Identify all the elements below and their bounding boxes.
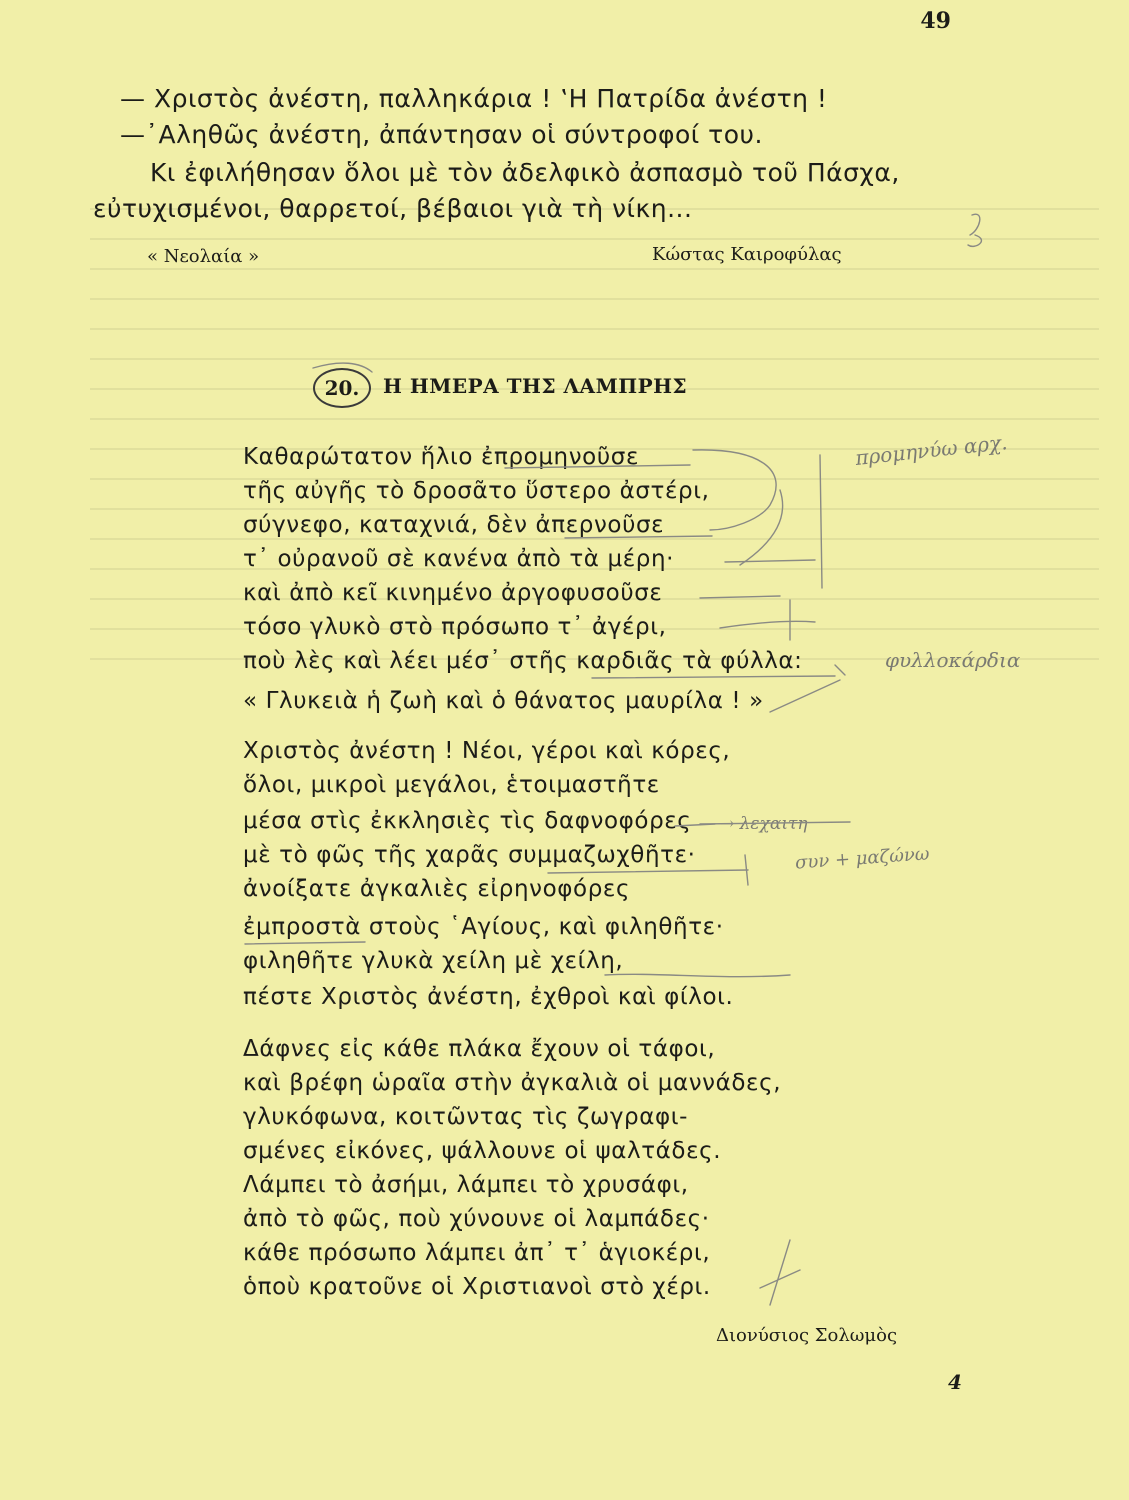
poem-author: Διονύσιος Σολωμὸς xyxy=(716,1325,898,1346)
poem-line: κάθε πρόσωπο λάμπει ἀπ᾿ τ᾿ ἁγιοκέρι, xyxy=(243,1240,711,1266)
margin-note: προμηνύω αρχ. xyxy=(854,430,1009,470)
poem-line: γλυκόφωνα, κοιτῶντας τὶς ζωγραφι- xyxy=(243,1104,689,1130)
prose-line: — Χριστὸς ἀνέστη, παλληκάρια ! ‛Η Πατρίδα ἀνέστη ! xyxy=(120,84,828,113)
poem-line: φιληθῆτε γλυκὰ χείλη μὲ χείλη, xyxy=(243,948,624,974)
poem-line: ποὺ λὲς καὶ λέει μέσ᾿ στῆς καρδιᾶς τὰ φύλλα: xyxy=(243,648,803,674)
poem-line: μὲ τὸ φῶς τῆς χαρᾶς συμμαζωχθῆτε· xyxy=(243,842,696,868)
poem-line: ἐμπροστὰ στοὺς ῾Αγίους, καὶ φιληθῆτε· xyxy=(243,914,724,940)
poem-line: ἀπὸ τὸ φῶς, ποὺ χύνουνε οἱ λαμπάδες· xyxy=(243,1206,710,1232)
poem-line: πέστε Χριστὸς ἀνέστη, ἐχθροὶ καὶ φίλοι. xyxy=(243,984,734,1010)
poem-line: καὶ βρέφη ὡραῖα στὴν ἀγκαλιὰ οἱ μαννάδες, xyxy=(243,1070,782,1096)
margin-note: συν + μαζώνω xyxy=(794,843,931,874)
poem-line: τόσο γλυκὸ στὸ πρόσωπο τ᾿ ἀγέρι, xyxy=(243,614,667,640)
section-number: 20. xyxy=(313,368,371,408)
poem-line: Χριστὸς ἀνέστη ! Νέοι, γέροι καὶ κόρες, xyxy=(243,738,731,764)
poem-line: ἀνοίξατε ἀγκαλιὲς εἰρηνοφόρες xyxy=(243,876,631,902)
poem-line: « Γλυκειὰ ἡ ζωὴ καὶ ὁ θάνατος μαυρίλα ! » xyxy=(243,688,764,714)
poem-line: τῆς αὐγῆς τὸ δροσᾶτο ὕστερο ἀστέρι, xyxy=(243,478,710,504)
margin-note: φυλλοκάρδια xyxy=(885,648,1021,672)
prose-line: —᾿Αληθῶς ἀνέστη, ἀπάντησαν οἱ σύντροφοί του. xyxy=(120,120,763,149)
prose-line: Κι ἐφιλήθησαν ὅλοι μὲ τὸν ἀδελφικὸ ἀσπασμὸ τοῦ Πάσχα, xyxy=(150,158,900,187)
poem-line: ὁποὺ κρατοῦνε οἱ Χριστιανοὶ στὸ χέρι. xyxy=(243,1274,711,1300)
margin-note: → λεχαιτη xyxy=(720,814,808,834)
poem-line: Δάφνες εἰς κάθε πλάκα ἔχουν οἱ τάφοι, xyxy=(243,1036,716,1062)
poem-line: ὅλοι, μικροὶ μεγάλοι, ἑτοιμαστῆτε xyxy=(243,772,660,798)
section-title: Η ΗΜΕΡΑ ΤΗΣ ΛΑΜΠΡΗΣ xyxy=(383,374,688,398)
prose-author: Κώστας Καιροφύλας xyxy=(652,244,842,265)
poem-line: τ᾿ οὐρανοῦ σὲ κανένα ἀπὸ τὰ μέρη· xyxy=(243,546,675,572)
source-citation: « Νεολαία » xyxy=(147,246,260,267)
poem-line: Καθαρώτατον ἥλιο ἐπρομηνοῦσε xyxy=(243,444,639,470)
page-number: 49 xyxy=(920,8,951,34)
poem-line: σμένες εἰκόνες, ψάλλουνε οἱ ψαλτάδες. xyxy=(243,1138,722,1164)
poem-line: σύγνεφο, καταχνιά, δὲν ἀπερνοῦσε xyxy=(243,512,665,538)
poem-line: Λάμπει τὸ ἀσήμι, λάμπει τὸ χρυσάφι, xyxy=(243,1172,689,1198)
poem-line: μέσα στὶς ἐκκλησιὲς τὶς δαφνοφόρες xyxy=(243,808,692,834)
poem-line: καὶ ἀπὸ κεῖ κινημένο ἀργοφυσοῦσε xyxy=(243,580,663,606)
bleed-through-text xyxy=(0,180,1129,1420)
signature-mark: 4 xyxy=(948,1370,962,1394)
prose-line: εὐτυχισμένοι, θαρρετοί, βέβαιοι γιὰ τὴ νίκη... xyxy=(93,194,693,223)
